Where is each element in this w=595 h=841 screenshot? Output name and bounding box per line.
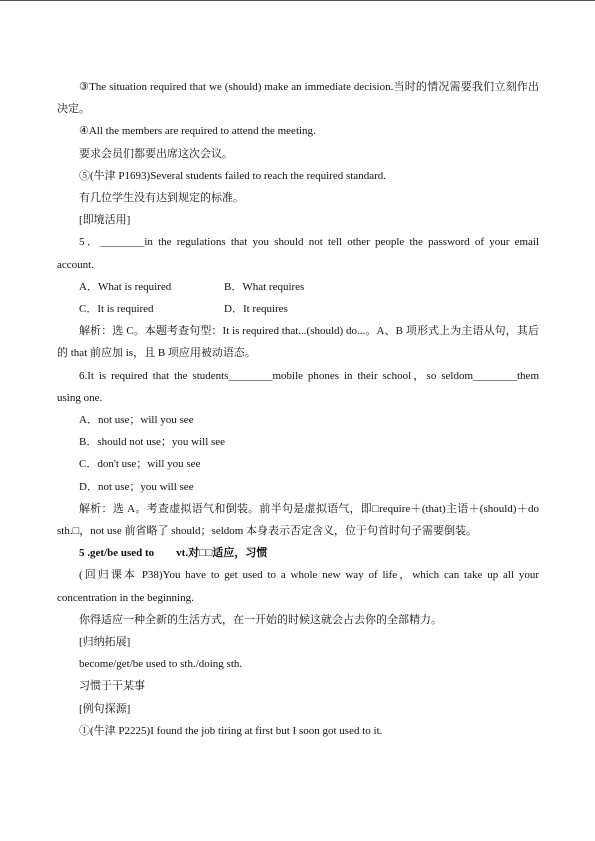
option-5b: B．What requires xyxy=(224,280,305,293)
question-5-options-row-2 xyxy=(57,298,539,320)
answer-explanation-6: 解析：选 A。考查虚拟语气和倒装。前半句是虚拟语气，即□require＋(that)主语＋(should)＋do sth.□，not use 前省略了 should；seldom 本身表示否定含义，位于句首时句子需要倒装。 xyxy=(57,502,539,538)
example-sentence-5: ⑤(牛津 P1693)Several students failed to reach the required standard. xyxy=(79,169,386,182)
option-6b: B．should not use；you will see xyxy=(79,436,226,449)
option-5c: C．It is required xyxy=(79,303,154,316)
example-sentence-4: ④All the members are required to attend the meeting. xyxy=(79,125,316,138)
question-5: 5．________in the regulations that you should not tell other people the password of your email account. xyxy=(57,236,539,271)
option-6c: C．don't use；will you see xyxy=(79,458,201,471)
option-5a: A．What is required xyxy=(79,280,172,293)
option-6a: A．not use；will you see xyxy=(79,414,194,427)
example-sentence-used-to-1: ①(牛津 P2225)I found the job tiring at first but I soon got used to it. xyxy=(79,724,383,737)
top-border-line xyxy=(0,0,595,1)
option-5d: D．It requires xyxy=(224,303,288,316)
example-translation-5: 有几位学生没有达到规定的标准。 xyxy=(79,192,244,205)
section-heading-examples: [例句探源] xyxy=(79,702,131,715)
question-6: 6.It is required that the students________mobile phones in their school，so seldom________them using one. xyxy=(57,369,539,404)
section-heading-expansion: [归纳拓展] xyxy=(79,636,131,649)
section-heading-practice: [即境活用] xyxy=(79,214,131,227)
question-5-options-row-1 xyxy=(57,276,539,298)
page-content xyxy=(57,76,539,742)
answer-explanation-5: 解析：选 C。本题考查句型：It is required that...(should) do...。A、B 项形式上为主语从句，其后的 that 前应加 is，且 B 项应用被动语态。 xyxy=(57,325,539,360)
example-sentence-3: ③The situation required that we (should) make an immediate decision.当时的情况需要我们立刻作出决定。 xyxy=(57,81,539,116)
textbook-translation: 你得适应一种全新的生活方式，在一开始的时候这就会占去你的全部精力。 xyxy=(79,613,442,626)
phrase-meaning: 习惯于干某事 xyxy=(79,680,145,693)
option-6d: D．not use；you will see xyxy=(79,480,194,493)
example-translation-4: 要求会员们都要出席这次会议。 xyxy=(79,147,233,160)
phrase-pattern: become/get/be used to sth./doing sth. xyxy=(79,658,243,671)
vocab-heading-used-to: 5 .get/be used to vt.对□□适应，习惯 xyxy=(79,547,268,560)
textbook-sentence: (回归课本 P38)You have to get used to a whole new way of life，which can take up all your concentration in the beginning. xyxy=(57,569,539,604)
